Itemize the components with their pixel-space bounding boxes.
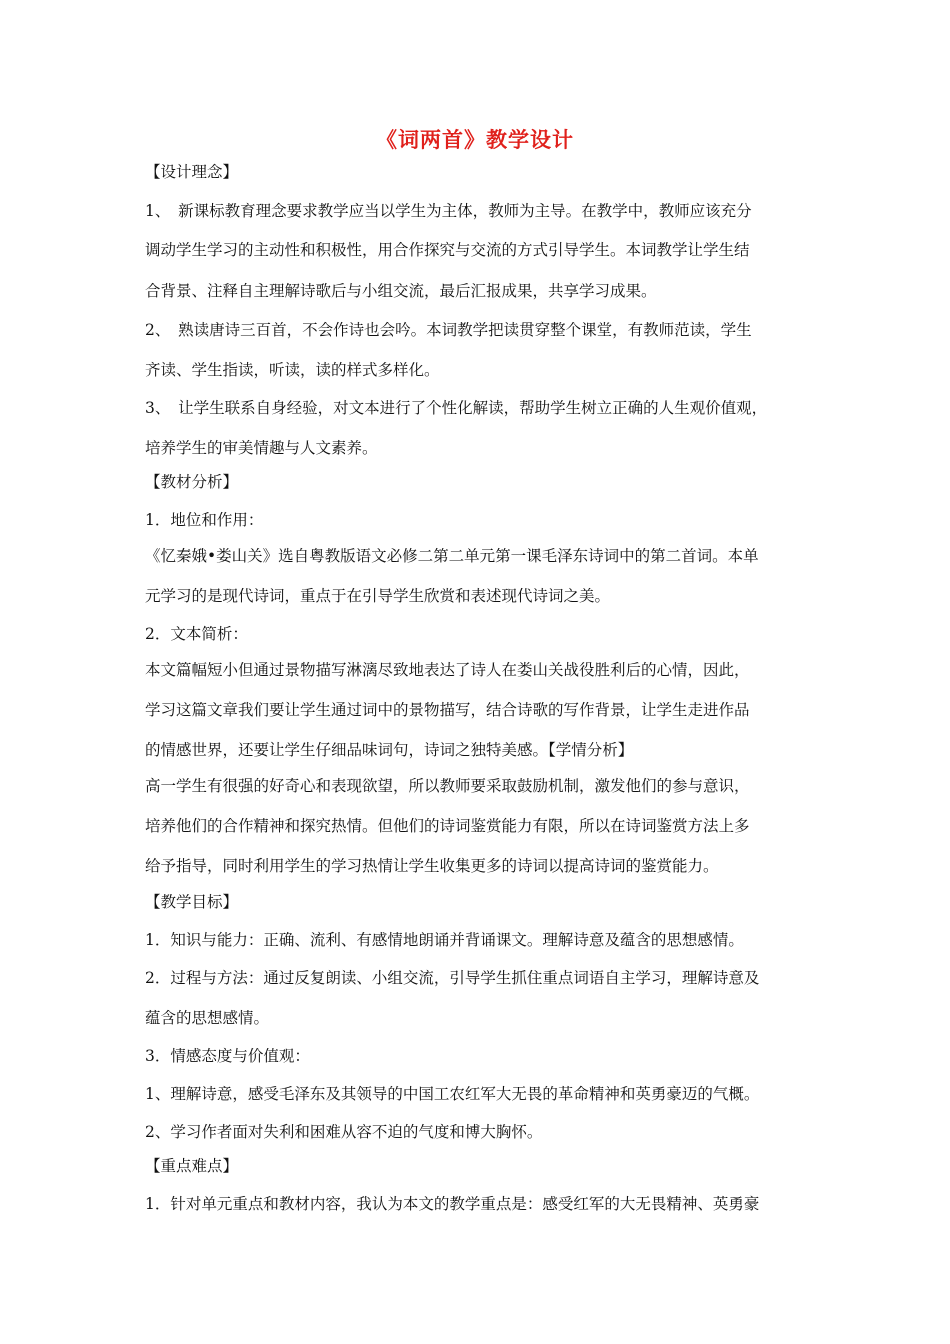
text-line: 2、 熟读唐诗三百首，不会作诗也会吟。本词教学把读贯穿整个课堂，有教师范读，学生 bbox=[145, 321, 752, 339]
text-line: 1、 新课标教育理念要求教学应当以学生为主体，教师为主导。在教学中，教师应该充分 bbox=[145, 202, 752, 220]
text-line: 合背景、注释自主理解诗歌后与小组交流，最后汇报成果，共享学习成果。 bbox=[145, 282, 657, 300]
text-line: 3、 让学生联系自身经验，对文本进行了个性化解读，帮助学生树立正确的人生观价值观， bbox=[145, 399, 768, 417]
text-line: 1．地位和作用： bbox=[145, 511, 264, 529]
text-line: 2、学习作者面对失利和困难从容不迫的气度和博大胸怀。 bbox=[145, 1123, 543, 1141]
text-line: 《忆秦娥•娄山关》选自粤教版语文必修二第二单元第一课毛泽东诗词中的第二首词。本单 bbox=[145, 547, 759, 565]
text-line: 本文篇幅短小但通过景物描写淋漓尽致地表达了诗人在娄山关战役胜利后的心情，因此， bbox=[145, 661, 750, 679]
text-line: 【教材分析】 bbox=[145, 473, 239, 491]
text-line: 给予指导，同时利用学生的学习热情让学生收集更多的诗词以提高诗词的鉴赏能力。 bbox=[145, 857, 719, 875]
text-line: 培养他们的合作精神和探究热情。但他们的诗词鉴赏能力有限，所以在诗词鉴赏方法上多 bbox=[145, 817, 750, 835]
text-line: 高一学生有很强的好奇心和表现欲望，所以教师要采取鼓励机制，激发他们的参与意识， bbox=[145, 777, 750, 795]
text-line: 【教学目标】 bbox=[145, 893, 239, 911]
text-line: 【设计理念】 bbox=[145, 163, 239, 181]
text-line: 培养学生的审美情趣与人文素养。 bbox=[145, 439, 378, 457]
text-line: 调动学生学习的主动性和积极性，用合作探究与交流的方式引导学生。本词教学让学生结 bbox=[145, 241, 750, 259]
document-title: 《词两首》教学设计 bbox=[376, 128, 574, 152]
text-line: 3．情感态度与价值观： bbox=[145, 1047, 310, 1065]
text-line: 【重点难点】 bbox=[145, 1157, 239, 1175]
text-line: 1．知识与能力：正确、流利、有感情地朗诵并背诵课文。理解诗意及蕴含的思想感情。 bbox=[145, 931, 744, 949]
text-line: 2．文本简析： bbox=[145, 625, 248, 643]
text-line: 学习这篇文章我们要让学生通过词中的景物描写，结合诗歌的写作背景，让学生走进作品 bbox=[145, 701, 750, 719]
text-line: 齐读、学生指读，听读，读的样式多样化。 bbox=[145, 361, 440, 379]
text-line: 1、理解诗意，感受毛泽东及其领导的中国工农红军大无畏的革命精神和英勇豪迈的气概。 bbox=[145, 1085, 760, 1103]
text-line: 的情感世界，还要让学生仔细品味词句，诗词之独特美感。【学情分析】 bbox=[145, 741, 634, 759]
text-line: 蕴含的思想感情。 bbox=[145, 1009, 270, 1027]
text-line: 1．针对单元重点和教材内容，我认为本文的教学重点是：感受红军的大无畏精神、英勇豪 bbox=[145, 1195, 760, 1213]
text-line: 元学习的是现代诗词，重点于在引导学生欣赏和表述现代诗词之美。 bbox=[145, 587, 611, 605]
text-line: 2．过程与方法：通过反复朗读、小组交流，引导学生抓住重点词语自主学习，理解诗意及 bbox=[145, 969, 760, 987]
